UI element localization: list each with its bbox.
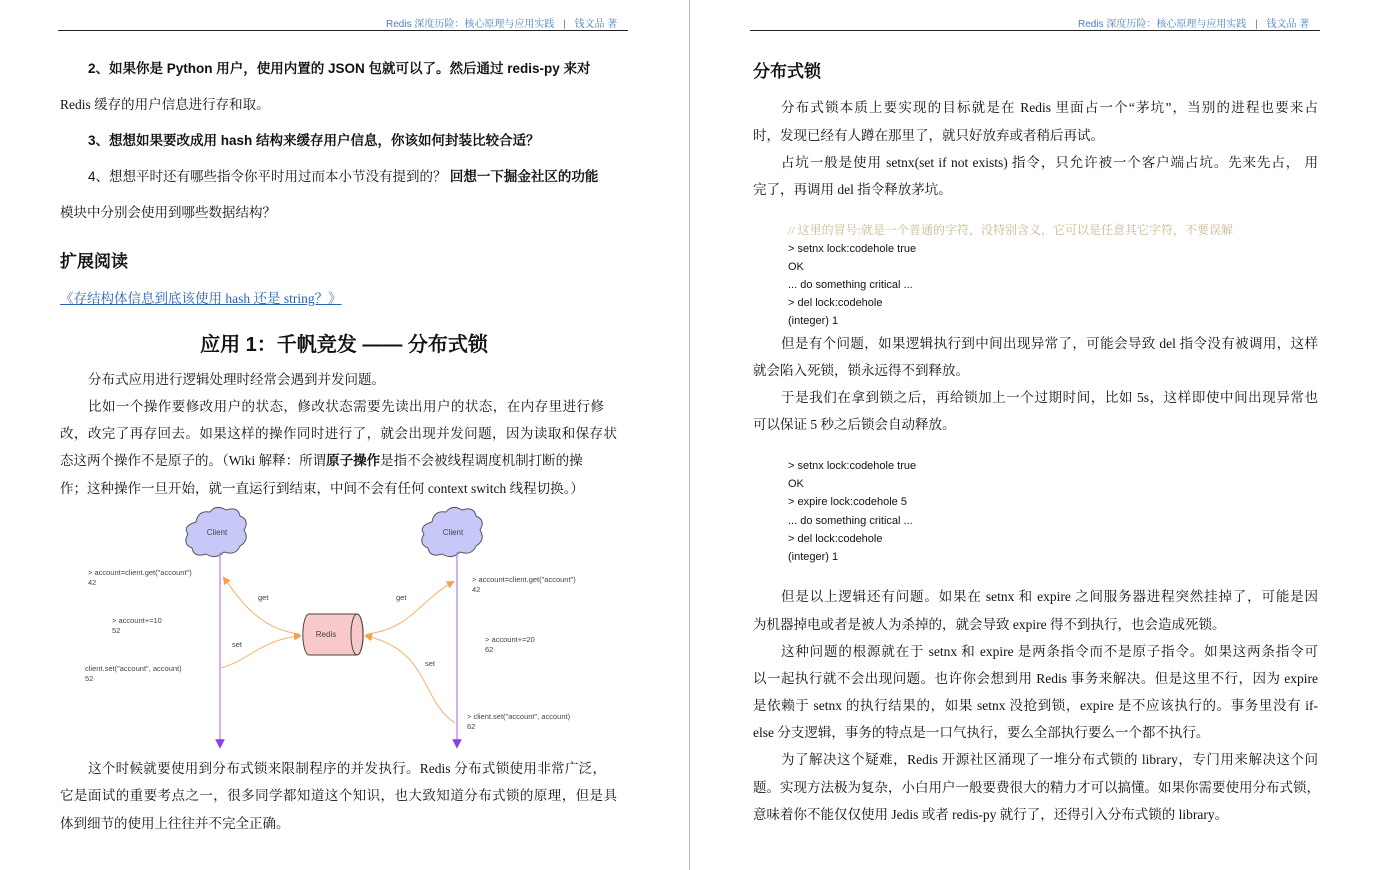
paragraph-1-line-2: 时，发现已经有人蹲在那里了，就只好放弃或者稍后再试。 bbox=[753, 128, 1104, 143]
paragraph-7-line-1: 为了解决这个疑难，Redis 开源社区涌现了一堆分布式锁的 library，专门用来解决这个问 bbox=[781, 752, 1318, 767]
paragraph-6-line-3: 是依赖于 setnx 的执行结果的，如果 setnx 没抢到锁，expire 是不应该执行的。事务里没有 if- bbox=[753, 698, 1318, 713]
paragraph-2-line-2: 改，改完了再存回去。如果这样的操作同时进行了，就会出现并发问题，因为读取和保存状 bbox=[60, 426, 617, 441]
paragraph-2-line-4: 作；这种操作一旦开始，就一直运行到结束，中间不会有任何 context switch 线程切换。） bbox=[60, 481, 584, 496]
question-2-line-1: 2、如果你是 Python 用户，使用内置的 JSON 包就可以了。然后通过 redis-py 来对 bbox=[88, 61, 591, 76]
redis-label: Redis bbox=[315, 630, 337, 639]
client-right-label: Client bbox=[442, 528, 464, 537]
right-set-label: set bbox=[425, 659, 436, 668]
paragraph-text: 态这两个操作不是原子的。（Wiki 解释：所谓 bbox=[60, 453, 327, 468]
author: 钱文品 著 bbox=[1266, 19, 1310, 30]
code-comment: // 这里的冒号:就是一个普通的字符，没特别含义，它可以是任意其它字符，不要误解 bbox=[788, 223, 1234, 237]
chapter-title: 应用 1：千帆竞发 —— 分布式锁 bbox=[200, 334, 488, 356]
paragraph-6-line-4: else 分支逻辑，事务的特点是一口气执行，要么全部执行要么一个都不执行。 bbox=[753, 725, 1210, 740]
atomic-operation-term: 原子操作 bbox=[326, 453, 381, 468]
code-line: > expire lock:codehole 5 bbox=[788, 496, 907, 508]
question-4-text: 4、想想平时还有哪些指令你平时用过而本小节没有提到的？ bbox=[88, 169, 447, 184]
book-title: Redis 深度历险：核心原理与应用实践 bbox=[386, 19, 555, 30]
code-line: > setnx lock:codehole true bbox=[788, 460, 917, 472]
code-line: ... do something critical ... bbox=[788, 279, 913, 291]
code-line: OK bbox=[788, 261, 804, 273]
left-increment-command: > account+=10 bbox=[112, 616, 162, 625]
left-get-label: get bbox=[258, 593, 269, 602]
question-2-line-2: Redis 缓存的用户信息进行存和取。 bbox=[60, 97, 270, 112]
code-line: > del lock:codehole bbox=[788, 533, 883, 545]
paragraph-4-line-1: 于是我们在拿到锁之后，再给锁加上一个过期时间，比如 5s，这样即使中间出现异常也 bbox=[781, 390, 1318, 405]
right-get-arrow bbox=[366, 582, 453, 634]
paragraph-1: 分布式应用进行逻辑处理时经常会遇到并发问题。 bbox=[88, 372, 385, 387]
running-header bbox=[1078, 15, 1309, 30]
section-heading-extended-reading: 扩展阅读 bbox=[60, 252, 128, 271]
paragraph-7-line-3: 意味着你不能仅仅使用 Jedis 或者 redis-py 就行了，还得引入分布式锁的 library。 bbox=[753, 807, 1229, 822]
code-line: OK bbox=[788, 478, 804, 490]
right-set-command: > client.set("account", account) bbox=[467, 712, 571, 721]
paragraph-2-line-1: 占坑一般是使用 setnx(set if not exists) 指令，只允许被一个客户端占坑。先来先占， 用 bbox=[781, 155, 1318, 170]
author: 钱文品 著 bbox=[574, 19, 618, 30]
paragraph-text: 是指不会被线程调度机制打断的操 bbox=[380, 453, 583, 468]
paragraph-3-line-2: 它是面试的重要考点之一，很多同学都知道这个知识，也大致知道分布式锁的原理，但是具 bbox=[60, 788, 617, 803]
left-get-command: > account=client.get("account") bbox=[88, 568, 192, 577]
section-heading-distributed-lock: 分布式锁 bbox=[753, 62, 821, 81]
left-page bbox=[0, 0, 689, 870]
paragraph-3-line-2: 就会陷入死锁，锁永远得不到释放。 bbox=[753, 363, 969, 378]
paragraph-3-line-1: 这个时候就要使用到分布式锁来限制程序的并发执行。Redis 分布式锁使用非常广泛， bbox=[88, 761, 606, 776]
header-rule bbox=[750, 30, 1320, 31]
header-separator: | bbox=[563, 19, 566, 30]
paragraph-2-line-1: 比如一个操作要修改用户的状态，修改状态需要先读出用户的状态，在内存里进行修 bbox=[88, 399, 604, 414]
question-4-bold-text: 回想一下掘金社区的功能 bbox=[449, 169, 599, 184]
left-increment-value: 52 bbox=[112, 626, 121, 635]
question-4-line-2: 模块中分别会使用到哪些数据结构？ bbox=[60, 205, 276, 220]
concurrency-diagram bbox=[0, 0, 689, 870]
right-increment-value: 62 bbox=[485, 645, 494, 654]
paragraph-5-line-2: 为机器掉电或者是被人为杀掉的，就会导致 expire 得不到执行，也会造成死锁。 bbox=[753, 617, 1226, 632]
right-get-command: > account=client.get("account") bbox=[472, 575, 576, 584]
right-set-arrow bbox=[366, 636, 455, 723]
right-get-label: get bbox=[396, 593, 407, 602]
client-left-label: Client bbox=[206, 528, 228, 537]
paragraph-4-line-2: 可以保证 5 秒之后锁会自动释放。 bbox=[753, 417, 956, 432]
left-get-arrow bbox=[224, 578, 300, 634]
code-line: > del lock:codehole bbox=[788, 297, 883, 309]
paragraph-6-line-2: 以一起执行就不会出现问题。也许你会想到用 Redis 事务来解决。但是这里不行，因为 expire bbox=[753, 671, 1318, 686]
left-set-label: set bbox=[232, 640, 243, 649]
paragraph-3-line-3: 体到细节的使用上往往并不完全正确。 bbox=[60, 816, 290, 831]
question-3: 3、想想如果要改成用 hash 结构来缓存用户信息，你该如何封装比较合适？ bbox=[88, 133, 540, 148]
right-page bbox=[690, 0, 1379, 870]
left-set-command: client.set("account", account) bbox=[85, 664, 182, 673]
paragraph-5-line-1: 但是以上逻辑还有问题。如果在 setnx 和 expire 之间服务器进程突然挂掉了，可能是因 bbox=[781, 589, 1318, 604]
right-set-value: 62 bbox=[467, 722, 476, 731]
paragraph-3-line-1: 但是有个问题，如果逻辑执行到中间出现异常了，可能会导致 del 指令没有被调用，这样 bbox=[781, 336, 1318, 351]
left-get-value: 42 bbox=[88, 578, 97, 587]
paragraph-1-line-1: 分布式锁本质上要实现的目标就是在 Redis 里面占一个“茅坑”，当别的进程也要来占 bbox=[781, 100, 1318, 115]
paragraph-6-line-1: 这种问题的根源就在于 setnx 和 expire 是两条指令而不是原子指令。如果这两条指令可 bbox=[781, 644, 1318, 659]
paragraph-7-line-2: 题。实现方法极为复杂，小白用户一般要费很大的精力才可以搞懂。如果你需要使用分布式锁， bbox=[753, 780, 1320, 795]
right-get-value: 42 bbox=[472, 585, 481, 594]
code-line: (integer) 1 bbox=[788, 551, 839, 563]
code-line: > setnx lock:codehole true bbox=[788, 243, 917, 255]
left-set-value: 52 bbox=[85, 674, 94, 683]
book-title: Redis 深度历险：核心原理与应用实践 bbox=[1078, 19, 1247, 30]
extended-reading-link[interactable]: 《存结构体信息到底该使用 hash 还是 string？》 bbox=[60, 291, 342, 306]
header-separator: | bbox=[1255, 19, 1258, 30]
paragraph-2-line-2: 完了，再调用 del 指令释放茅坑。 bbox=[753, 182, 952, 197]
right-increment-command: > account+=20 bbox=[485, 635, 535, 644]
code-line: (integer) 1 bbox=[788, 315, 839, 327]
code-line: ... do something critical ... bbox=[788, 515, 913, 527]
